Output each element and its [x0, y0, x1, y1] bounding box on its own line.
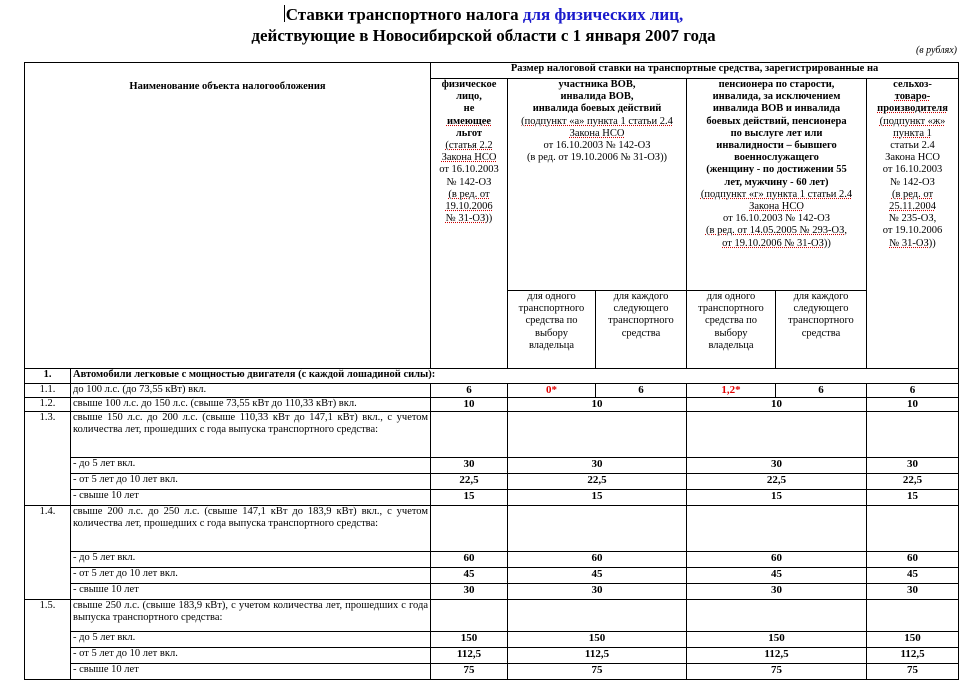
table-row: - до 5 лет вкл. 150 150 150 150 [25, 632, 959, 648]
table-row: 1.3. свыше 150 л.с. до 200 л.с. (свыше 110,33 кВт до 147,1 кВт) вкл., с учетом количества лет, прошедших с года выпуска транспортного средства: [25, 412, 959, 458]
header-rate-span: Размер налоговой ставки на транспортные средства, зарегистрированные на [431, 63, 959, 79]
header-col-agro: сельхоз- товаро- производителя (подпункт «ж» пункта 1 статьи 2.4 Закона НСО от 16.10.2003 № 142-ОЗ (в ред. от 25.11.2004 № 235-ОЗ, от 19.10.2006 № 31-ОЗ)) [867, 79, 959, 369]
sub-pens-next: для каждого следующего транспортного средства [776, 291, 867, 369]
table-row: - свыше 10 лет 30 30 30 30 [25, 584, 959, 600]
header-object-name: Наименование объекта налогообложения [25, 63, 431, 369]
table-row: 1.1. до 100 л.с. (до 73,55 кВт) вкл. 6 0* 6 1,2* 6 6 [25, 384, 959, 398]
title-highlight: для физических лиц, [522, 5, 684, 24]
title-prefix: Ставки транспортного налога [285, 5, 523, 24]
table-row: - свыше 10 лет 15 15 15 15 [25, 490, 959, 506]
table-row: - до 5 лет вкл. 30 30 30 30 [25, 458, 959, 474]
sub-vov-first: для одного транспортного средства по выбору владельца [508, 291, 596, 369]
table-row: - свыше 10 лет 75 75 75 75 [25, 664, 959, 680]
table-row: - до 5 лет вкл. 60 60 60 60 [25, 552, 959, 568]
tax-rate-table [24, 62, 959, 680]
table-row: 1.5. свыше 250 л.с. (свыше 183,9 кВт), с учетом количества лет, прошедших с года выпуска транспортного средства: [25, 600, 959, 632]
header-col-pens: пенсионера по старости, инвалида, за исключением инвалида ВОВ и инвалида боевых действий, пенсионера по выслуге лет или инвалидности – бывшего военнослужащего (женщину - по достижении 55 лет, мужчину - 60 лет) (подпункт «г» пункта 1 статьи 2.4 Закона НСО от 16.10.2003 № 142-ОЗ (в ред. от 14.05.2005 № 293-ОЗ, от 19.10.2006 № 31-ОЗ)) [687, 79, 867, 291]
header-col-phys: физическое лицо, не имеющее льгот (статья 2.2 Закона НСО от 16.10.2003 № 142-ОЗ (в ред. от 19.10.2006 № 31-ОЗ)) [431, 79, 508, 369]
header-col-vov: участника ВОВ, инвалида ВОВ, инвалида боевых действий (подпункт «а» пункта 1 статьи 2.4 Закона НСО от 16.10.2003 № 142-ОЗ (в ред. от 19.10.2006 № 31-ОЗ)) [508, 79, 687, 291]
table-row: - от 5 лет до 10 лет вкл. 45 45 45 45 [25, 568, 959, 584]
table-row: 1. Автомобили легковые с мощностью двигателя (с каждой лошадиной силы): [25, 369, 959, 384]
units-note: (в рублях) [915, 45, 957, 56]
sub-pens-first: для одного транспортного средства по выбору владельца [687, 291, 776, 369]
table-row: 1.2. свыше 100 л.с. до 150 л.с. (свыше 73,55 кВт до 110,33 кВт) вкл. 10 10 10 10 [25, 398, 959, 412]
title-line-1 [0, 4, 967, 25]
table-row: - от 5 лет до 10 лет вкл. 112,5 112,5 112,5 112,5 [25, 648, 959, 664]
table-row: 1.4. свыше 200 л.с. до 250 л.с. (свыше 147,1 кВт до 183,9 кВт) вкл., с учетом количества лет, прошедших с года выпуска транспортного средства: [25, 506, 959, 552]
table-row: - от 5 лет до 10 лет вкл. 22,5 22,5 22,5 22,5 [25, 474, 959, 490]
document-title [0, 4, 967, 46]
title-line-2: действующие в Новосибирской области с 1 января 2007 года [251, 26, 716, 45]
text-cursor [284, 5, 285, 22]
sub-vov-next: для каждого следующего транспортного средства [596, 291, 687, 369]
